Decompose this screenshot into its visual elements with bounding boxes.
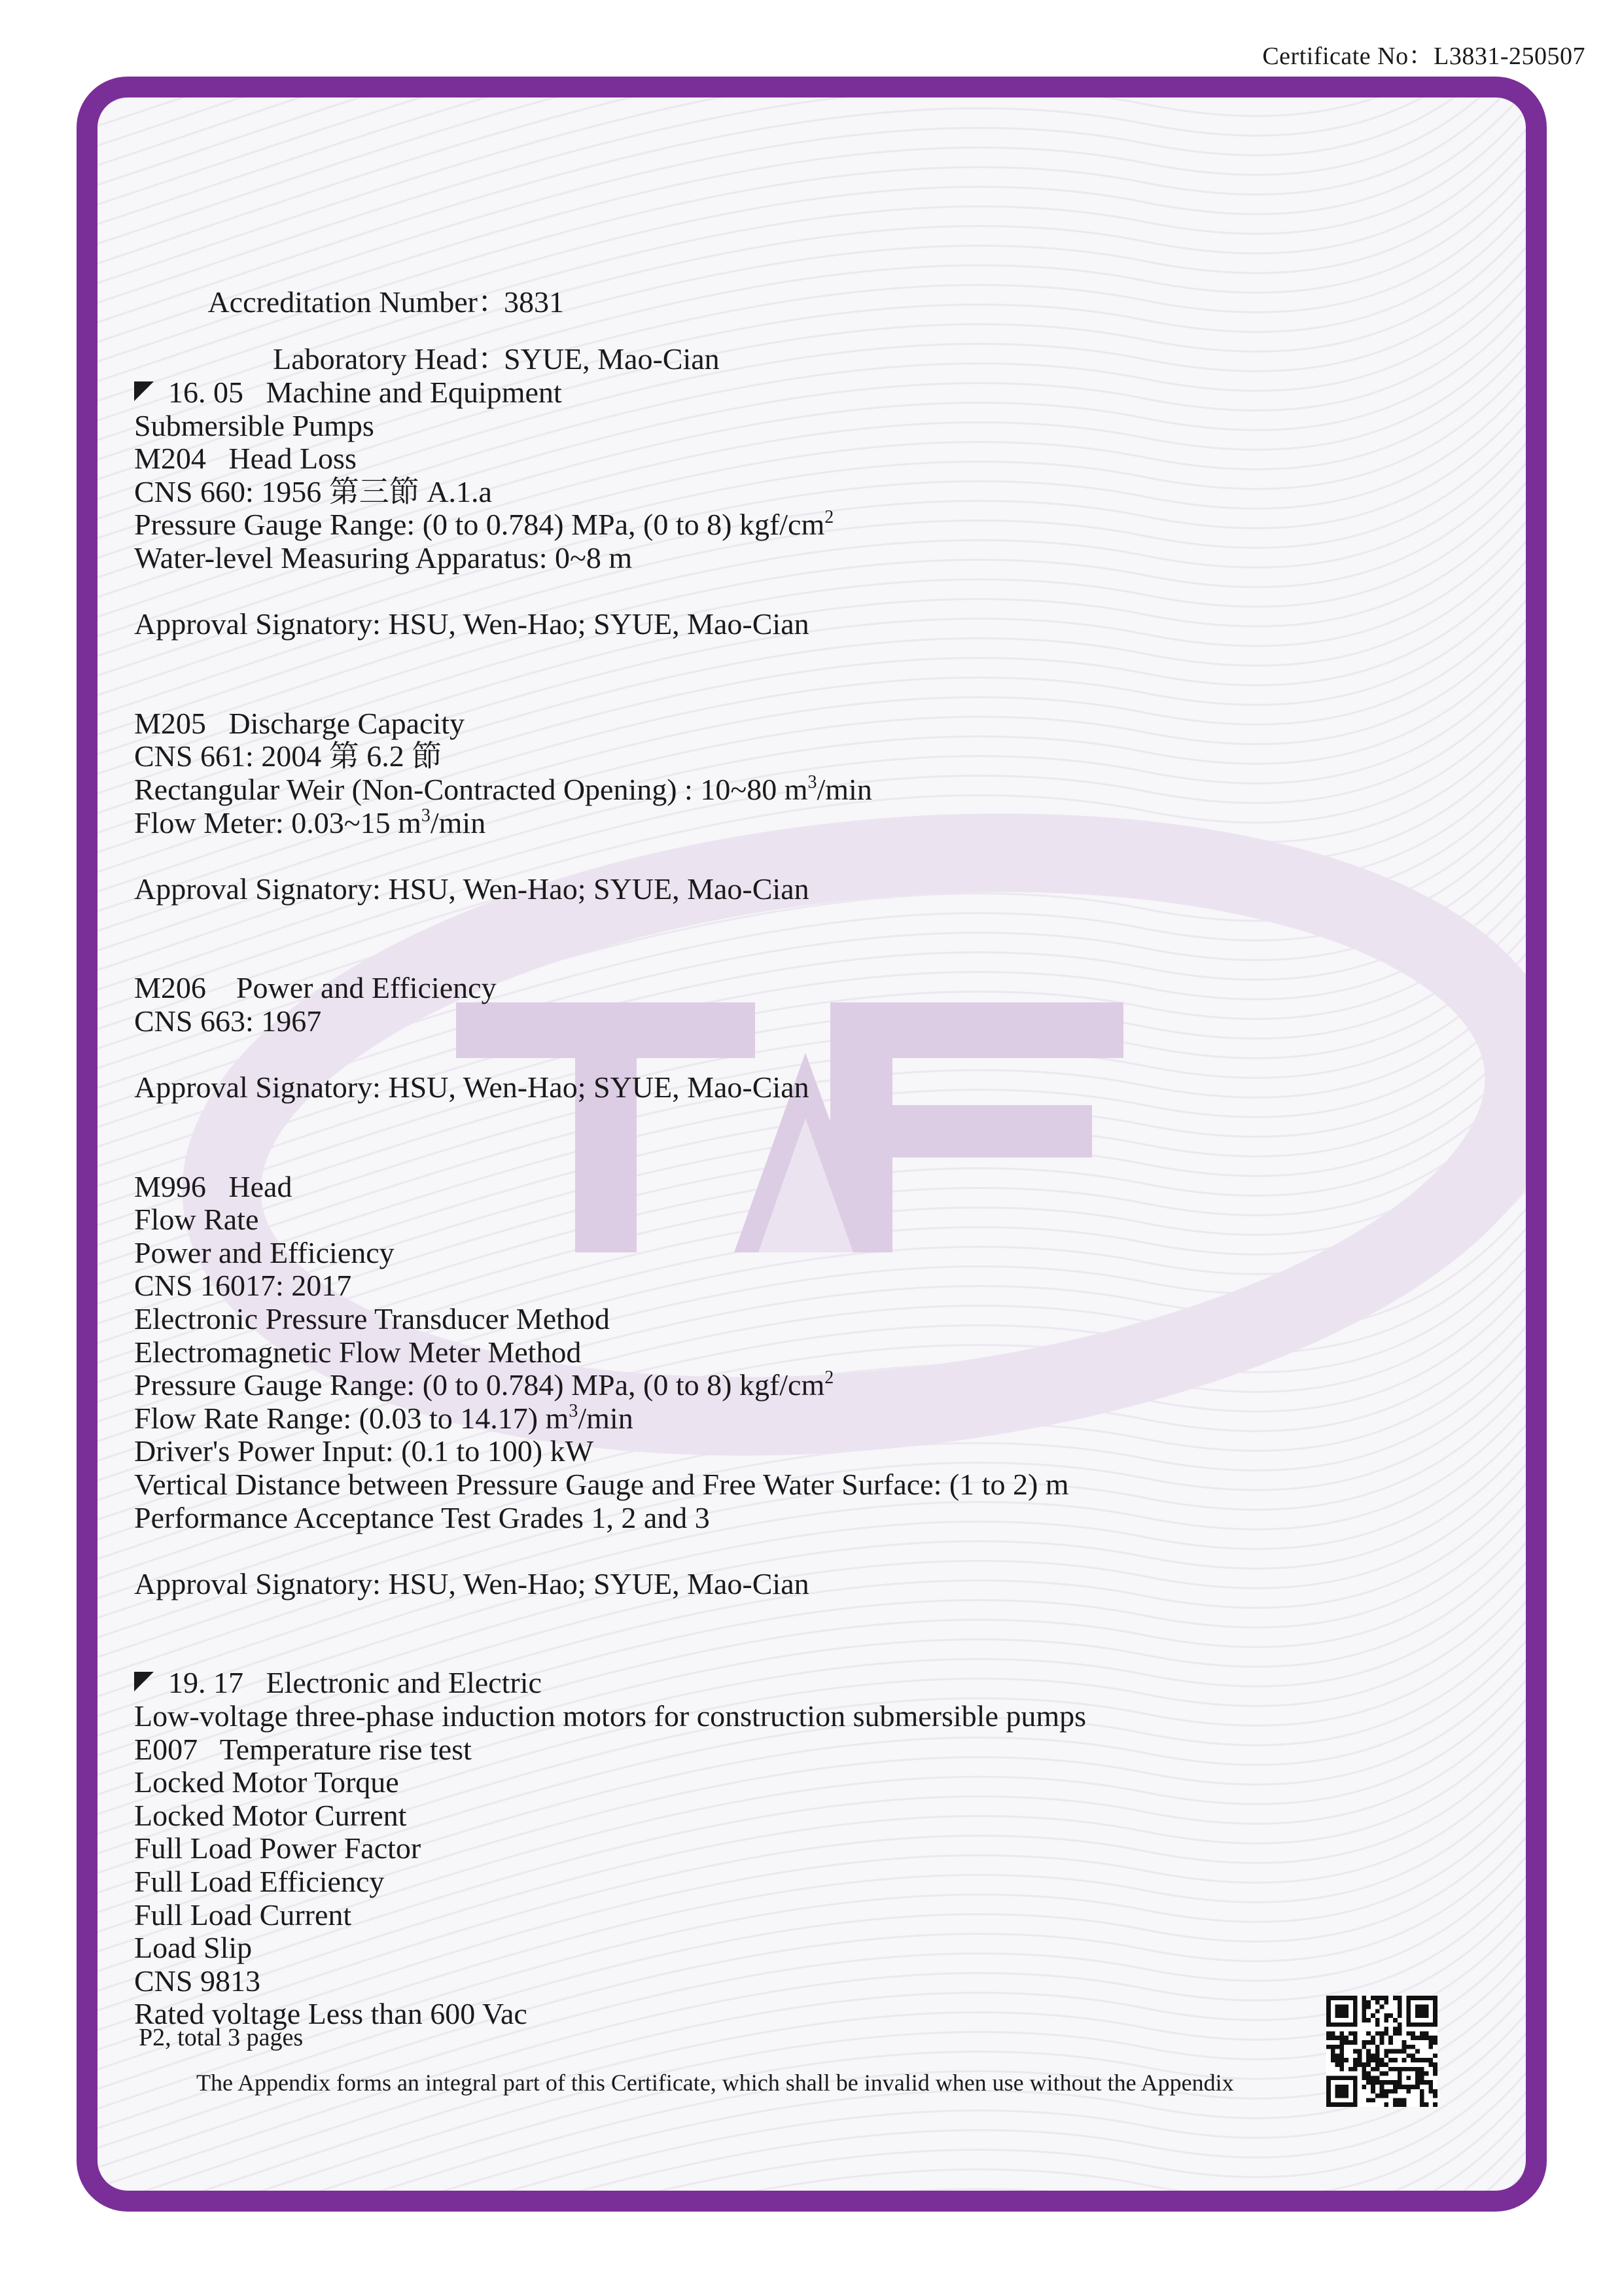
- certificate-number: Certificate No：L3831-250507: [1262, 43, 1585, 70]
- test-standard: CNS 660: 1956 第三節 A.1.a: [134, 474, 492, 508]
- test-item-title: M206 Power and Efficiency: [134, 971, 497, 1005]
- test-standard: CNS 16017: 2017: [134, 1269, 352, 1303]
- range-line: Driver's Power Input: (0.1 to 100) kW: [134, 1434, 593, 1468]
- test-standard: CNS 663: 1967: [134, 1004, 322, 1038]
- qr-code-icon: [1326, 1996, 1437, 2107]
- range-line: Rectangular Weir (Non-Contracted Opening) : 10~80 $m^3/\min$: [134, 771, 872, 806]
- laboratory-head-label: Laboratory Head: [273, 342, 478, 376]
- test-item-title: M204 Head Loss: [134, 442, 357, 476]
- corner-marker-icon: [134, 1672, 154, 1691]
- test-standard: CNS 661: 2004 第 6.2 節: [134, 739, 442, 773]
- test-item: Full Load Efficiency: [134, 1864, 385, 1898]
- test-item-title: M205 Discharge Capacity: [134, 706, 465, 740]
- range-line: Pressure Gauge Range: (0 to 0.784) MPa, (0 to 8) kgf/$cm^2$: [134, 1368, 834, 1402]
- laboratory-head-value: SYUE, Mao-Cian: [504, 342, 720, 376]
- laboratory-head-row: [111, 335, 720, 378]
- product-name: Submersible Pumps: [134, 408, 374, 442]
- range-line: Flow Rate Range: (0.03 to 14.17) $m^3/\min$: [134, 1400, 633, 1435]
- section-heading-electronic: 19. 17 Electronic and Electric: [134, 1667, 1377, 1700]
- test-item-title: M996 Head: [134, 1169, 292, 1203]
- approval-signatory: Approval Signatory: HSU, Wen-Hao; SYUE, Mao-Cian: [134, 1566, 809, 1600]
- test-item-title: E007 Temperature rise test: [134, 1732, 472, 1766]
- product-name: Low-voltage three-phase induction motors for construction submersible pumps: [134, 1699, 1087, 1733]
- accreditation-number-value: 3831: [504, 285, 564, 319]
- range-line: Flow Meter: 0.03~15 $m^3/\min$: [134, 805, 486, 839]
- test-item: Locked Motor Current: [134, 1798, 407, 1832]
- test-item: Power and Efficiency: [134, 1235, 395, 1269]
- laboratory-head-separator: ：: [478, 342, 508, 376]
- test-item: Load Slip: [134, 1931, 253, 1965]
- test-item: Flow Rate: [134, 1203, 259, 1237]
- accreditation-number-label: Accreditation Number: [207, 285, 478, 319]
- range-line: Performance Acceptance Test Grades 1, 2 and 3: [134, 1500, 710, 1534]
- test-item: Full Load Current: [134, 1898, 352, 1932]
- range-line: Rated voltage Less than 600 Vac: [134, 1997, 527, 2031]
- accreditation-separator: ：: [478, 285, 508, 319]
- scope-content: [134, 376, 1377, 2031]
- test-method: Electronic Pressure Transducer Method: [134, 1302, 610, 1336]
- page-indicator: P2, total 3 pages: [139, 2024, 304, 2051]
- range-line: Pressure Gauge Range: (0 to 0.784) MPa, (0 to 8) kgf/$cm^2$: [134, 507, 834, 542]
- accreditation-number-row: [111, 278, 564, 321]
- test-item: Locked Motor Torque: [134, 1765, 399, 1799]
- range-line: Water-level Measuring Apparatus: 0~8 m: [134, 540, 633, 574]
- appendix-footer-note: The Appendix forms an integral part of this Certificate, which shall be invalid when use without the Appendix: [196, 2070, 1234, 2096]
- corner-marker-icon: [134, 381, 154, 401]
- test-standard: CNS 9813: [134, 1964, 260, 1998]
- section-heading-machine: 16. 05 Machine and Equipment: [134, 376, 1377, 410]
- approval-signatory: Approval Signatory: HSU, Wen-Hao; SYUE, Mao-Cian: [134, 872, 809, 906]
- test-item: Full Load Power Factor: [134, 1831, 421, 1865]
- test-method: Electromagnetic Flow Meter Method: [134, 1335, 582, 1369]
- range-line: Vertical Distance between Pressure Gauge and Free Water Surface: (1 to 2) m: [134, 1468, 1069, 1502]
- approval-signatory: Approval Signatory: HSU, Wen-Hao; SYUE, Mao-Cian: [134, 1070, 809, 1104]
- approval-signatory: Approval Signatory: HSU, Wen-Hao; SYUE, Mao-Cian: [134, 607, 809, 641]
